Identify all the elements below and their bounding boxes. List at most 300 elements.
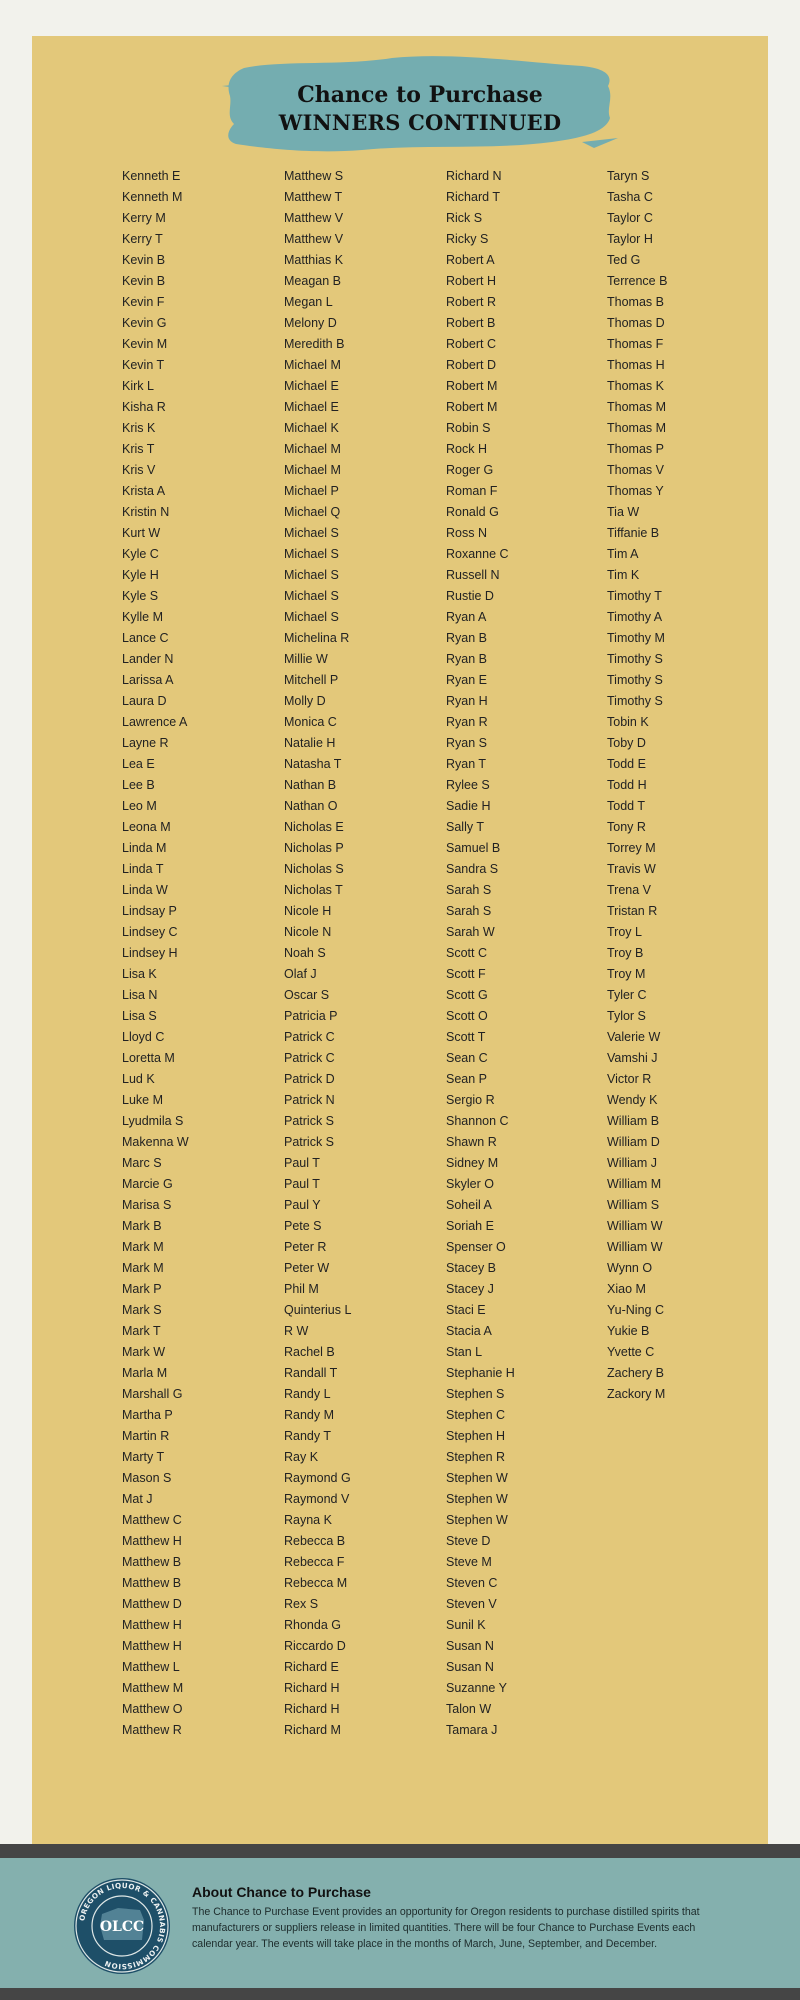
winner-name: Shannon C bbox=[446, 1114, 509, 1128]
winner-name: Nicole H bbox=[284, 904, 332, 918]
winner-name: Mark M bbox=[122, 1261, 164, 1275]
winner-name: Olaf J bbox=[284, 967, 317, 981]
winner-name: Steve M bbox=[446, 1555, 492, 1569]
winner-name: Xiao M bbox=[607, 1282, 646, 1296]
winner-name: Patrick C bbox=[284, 1030, 335, 1044]
winner-name: Lisa N bbox=[122, 988, 158, 1002]
winner-name: Ryan T bbox=[446, 757, 487, 771]
winner-name: Zackory M bbox=[607, 1387, 666, 1401]
winner-name: Tia W bbox=[607, 505, 640, 519]
winner-name: Raymond V bbox=[284, 1492, 350, 1506]
winner-name: Toby D bbox=[607, 736, 646, 750]
winner-name: Mark T bbox=[122, 1324, 161, 1338]
winner-name: Leo M bbox=[122, 799, 157, 813]
winner-name: Melony D bbox=[284, 316, 337, 330]
winner-name: Noah S bbox=[284, 946, 326, 960]
winner-name: Tobin K bbox=[607, 715, 649, 729]
olcc-seal-logo bbox=[72, 1876, 172, 1976]
winner-name: Timothy A bbox=[607, 610, 663, 624]
title-line-2: WINNERS CONTINUED bbox=[278, 110, 562, 135]
winner-name: Makenna W bbox=[122, 1135, 189, 1149]
winner-name: Lisa S bbox=[122, 1009, 157, 1023]
winner-name: Troy B bbox=[607, 946, 644, 960]
winner-name: Taryn S bbox=[607, 169, 650, 183]
winner-name: Stephanie H bbox=[446, 1366, 515, 1380]
winner-name: Laura D bbox=[122, 694, 167, 708]
winner-name: Matthew C bbox=[122, 1513, 182, 1527]
winner-name: Matthew R bbox=[122, 1723, 182, 1737]
winner-name: Valerie W bbox=[607, 1030, 661, 1044]
winner-name: Kylle M bbox=[122, 610, 163, 624]
winner-name: Thomas Y bbox=[607, 484, 664, 498]
winner-name: Stephen W bbox=[446, 1471, 508, 1485]
winner-name: Kris V bbox=[122, 463, 156, 477]
footer bbox=[0, 1858, 800, 1988]
name-column-1 bbox=[122, 166, 282, 1741]
winner-name: Sean C bbox=[446, 1051, 488, 1065]
winner-name: Nicholas E bbox=[284, 820, 344, 834]
winner-name: Megan L bbox=[284, 295, 333, 309]
winner-name: Michelina R bbox=[284, 631, 350, 645]
winner-name: Rock H bbox=[446, 442, 487, 456]
about-title: About Chance to Purchase bbox=[192, 1884, 371, 1900]
winner-name: Robert C bbox=[446, 337, 497, 351]
winner-name: Spenser O bbox=[446, 1240, 506, 1254]
winner-name: Robert R bbox=[446, 295, 497, 309]
winner-name: Layne R bbox=[122, 736, 169, 750]
winner-name: Lyudmila S bbox=[122, 1114, 184, 1128]
winner-name: Natalie H bbox=[284, 736, 336, 750]
winner-name: Thomas V bbox=[607, 463, 664, 477]
winner-name: Richard N bbox=[446, 169, 502, 183]
winner-name: Taylor C bbox=[607, 211, 653, 225]
winner-name: Todd T bbox=[607, 799, 645, 813]
winner-name: Kris T bbox=[122, 442, 155, 456]
winner-name: Matthew H bbox=[122, 1618, 182, 1632]
winner-name: Matthew L bbox=[122, 1660, 180, 1674]
winner-name: William W bbox=[607, 1240, 663, 1254]
winner-name: Matthew M bbox=[122, 1681, 184, 1695]
winner-name: Thomas B bbox=[607, 295, 664, 309]
winner-name: Nicholas S bbox=[284, 862, 344, 876]
winner-name: Millie W bbox=[284, 652, 328, 666]
winner-name: Mat J bbox=[122, 1492, 153, 1506]
winner-name: Tristan R bbox=[607, 904, 658, 918]
winner-name: Sadie H bbox=[446, 799, 491, 813]
winner-name: Lance C bbox=[122, 631, 169, 645]
winner-name: Kevin T bbox=[122, 358, 165, 372]
winner-name: Randy L bbox=[284, 1387, 331, 1401]
winner-name: Mason S bbox=[122, 1471, 172, 1485]
winner-name: Susan N bbox=[446, 1639, 494, 1653]
winner-name: Lee B bbox=[122, 778, 155, 792]
winner-name: Thomas D bbox=[607, 316, 665, 330]
winner-name: Ronald G bbox=[446, 505, 499, 519]
winner-name: Michael S bbox=[284, 547, 339, 561]
winner-name: William M bbox=[607, 1177, 662, 1191]
winner-name: Tylor S bbox=[607, 1009, 646, 1023]
winner-name: Stacia A bbox=[446, 1324, 492, 1338]
winner-name: Patrick S bbox=[284, 1135, 335, 1149]
winner-name: Todd H bbox=[607, 778, 647, 792]
winner-name: Wendy K bbox=[607, 1093, 658, 1107]
winner-name: Thomas M bbox=[607, 400, 667, 414]
winner-name: Robert M bbox=[446, 379, 498, 393]
winner-name: Linda M bbox=[122, 841, 167, 855]
winner-name: Rebecca M bbox=[284, 1576, 348, 1590]
winner-name: Nathan B bbox=[284, 778, 337, 792]
winner-name: Robert A bbox=[446, 253, 495, 267]
winner-name: Marcie G bbox=[122, 1177, 173, 1191]
winner-name: Sunil K bbox=[446, 1618, 486, 1632]
winner-name: Yu-Ning C bbox=[607, 1303, 664, 1317]
winner-name: Scott O bbox=[446, 1009, 488, 1023]
winner-name: Kenneth E bbox=[122, 169, 181, 183]
winner-name: Ryan A bbox=[446, 610, 487, 624]
winner-name: Stephen C bbox=[446, 1408, 506, 1422]
winner-name: Matthew B bbox=[122, 1555, 182, 1569]
winner-name: Molly D bbox=[284, 694, 326, 708]
winner-name: Travis W bbox=[607, 862, 656, 876]
winner-name: Michael S bbox=[284, 589, 339, 603]
winner-name: Kerry M bbox=[122, 211, 166, 225]
winner-name: Lander N bbox=[122, 652, 174, 666]
winner-name: Oscar S bbox=[284, 988, 330, 1002]
winner-name: Martin R bbox=[122, 1429, 170, 1443]
winner-name: Troy M bbox=[607, 967, 646, 981]
winner-name: Kevin B bbox=[122, 253, 166, 267]
winner-name: Kevin F bbox=[122, 295, 165, 309]
winner-name: Marty T bbox=[122, 1450, 165, 1464]
winner-name: Michael Q bbox=[284, 505, 341, 519]
winner-name: Matthew H bbox=[122, 1639, 182, 1653]
winner-name: Kris K bbox=[122, 421, 156, 435]
footer-top-bar bbox=[0, 1844, 800, 1858]
winner-name: Kenneth M bbox=[122, 190, 183, 204]
winner-name: Sarah S bbox=[446, 904, 492, 918]
winner-name: Lindsey C bbox=[122, 925, 178, 939]
about-description: The Chance to Purchase Event provides an opportunity for Oregon residents to purchase distilled spirits that manufacturers or suppliers release in limited quantities. There will be four Chance to Purchase Events each calendar year. The events will take place in the months of March, June, September, and December. bbox=[192, 1906, 700, 1950]
winner-name: Meagan B bbox=[284, 274, 341, 288]
winner-name: Patrick N bbox=[284, 1093, 335, 1107]
winner-name: Rachel B bbox=[284, 1345, 335, 1359]
winner-name: Lindsey H bbox=[122, 946, 178, 960]
winner-name: William J bbox=[607, 1156, 657, 1170]
winner-name: Roxanne C bbox=[446, 547, 509, 561]
winner-name: Raymond G bbox=[284, 1471, 351, 1485]
winner-name: Marla M bbox=[122, 1366, 168, 1380]
winner-name: Matthew D bbox=[122, 1597, 182, 1611]
winner-name: Randall T bbox=[284, 1366, 338, 1380]
winner-name: Patrick D bbox=[284, 1072, 335, 1086]
winner-name: Tyler C bbox=[607, 988, 647, 1002]
winner-name: Matthew S bbox=[284, 169, 344, 183]
winner-name: Torrey M bbox=[607, 841, 656, 855]
winner-name: Paul Y bbox=[284, 1198, 321, 1212]
winner-name: Krista A bbox=[122, 484, 166, 498]
winner-name: Nathan O bbox=[284, 799, 338, 813]
winner-name: Marisa S bbox=[122, 1198, 172, 1212]
winner-name: Trena V bbox=[607, 883, 652, 897]
winner-name: Richard M bbox=[284, 1723, 341, 1737]
winner-name: Loretta M bbox=[122, 1051, 175, 1065]
winner-name: Ryan B bbox=[446, 652, 487, 666]
winner-name: Todd E bbox=[607, 757, 646, 771]
winner-name: Michael P bbox=[284, 484, 339, 498]
winners-panel bbox=[32, 36, 768, 1844]
winner-name: Larissa A bbox=[122, 673, 174, 687]
winner-name: Patricia P bbox=[284, 1009, 338, 1023]
winner-name: Ryan B bbox=[446, 631, 487, 645]
winner-name: Kisha R bbox=[122, 400, 166, 414]
winner-name: Randy M bbox=[284, 1408, 335, 1422]
winner-name: Susan N bbox=[446, 1660, 494, 1674]
winner-name: Michael M bbox=[284, 358, 341, 372]
winner-name: Robert B bbox=[446, 316, 496, 330]
winner-name: Kerry T bbox=[122, 232, 163, 246]
winner-name: Mark B bbox=[122, 1219, 162, 1233]
winner-name: Matthew V bbox=[284, 232, 344, 246]
winner-name: Tiffanie B bbox=[607, 526, 660, 540]
winner-name: Richard H bbox=[284, 1681, 340, 1695]
winner-name: Leona M bbox=[122, 820, 171, 834]
winner-name: Ryan R bbox=[446, 715, 488, 729]
winner-name: Scott F bbox=[446, 967, 486, 981]
winner-name: Pete S bbox=[284, 1219, 322, 1233]
winner-name: Sidney M bbox=[446, 1156, 499, 1170]
winner-name: Rhonda G bbox=[284, 1618, 341, 1632]
title-line-1: Chance to Purchase bbox=[297, 82, 543, 108]
winner-name: Tim K bbox=[607, 568, 640, 582]
winner-name: Rebecca F bbox=[284, 1555, 345, 1569]
winner-name: Thomas M bbox=[607, 421, 667, 435]
winner-name: Marc S bbox=[122, 1156, 162, 1170]
winner-name: Soriah E bbox=[446, 1219, 494, 1233]
winner-name: Tim A bbox=[607, 547, 639, 561]
winner-name: Matthew H bbox=[122, 1534, 182, 1548]
name-column-4 bbox=[607, 166, 767, 1405]
winner-name: Paul T bbox=[284, 1177, 320, 1191]
winner-name: Zachery B bbox=[607, 1366, 664, 1380]
winner-name: Samuel B bbox=[446, 841, 501, 855]
name-column-2 bbox=[284, 166, 444, 1741]
winner-name: Richard E bbox=[284, 1660, 339, 1674]
winner-name: Kevin G bbox=[122, 316, 167, 330]
winner-name: William S bbox=[607, 1198, 660, 1212]
winner-name: Wynn O bbox=[607, 1261, 653, 1275]
winner-name: Ray K bbox=[284, 1450, 319, 1464]
winner-name: Matthew V bbox=[284, 211, 344, 225]
winner-name: Patrick C bbox=[284, 1051, 335, 1065]
winner-name: Rick S bbox=[446, 211, 483, 225]
winner-name: Randy T bbox=[284, 1429, 332, 1443]
winner-name: Talon W bbox=[446, 1702, 492, 1716]
winner-name: Timothy T bbox=[607, 589, 662, 603]
winner-name: Taylor H bbox=[607, 232, 653, 246]
winner-name: R W bbox=[284, 1324, 309, 1338]
winner-name: Stacey J bbox=[446, 1282, 494, 1296]
winner-name: Kristin N bbox=[122, 505, 170, 519]
winner-name: Yukie B bbox=[607, 1324, 650, 1338]
winner-name: Shawn R bbox=[446, 1135, 497, 1149]
winner-name: Ryan H bbox=[446, 694, 488, 708]
winner-name: William D bbox=[607, 1135, 660, 1149]
winner-name: Michael K bbox=[284, 421, 339, 435]
winner-name: Steven V bbox=[446, 1597, 497, 1611]
winner-name: Robert D bbox=[446, 358, 497, 372]
name-column-3 bbox=[446, 166, 606, 1741]
winner-name: Thomas K bbox=[607, 379, 664, 393]
winner-name: Scott G bbox=[446, 988, 488, 1002]
winner-name: Staci E bbox=[446, 1303, 486, 1317]
winner-name: Rebecca B bbox=[284, 1534, 346, 1548]
winner-name: Thomas P bbox=[607, 442, 664, 456]
winner-name: Kyle C bbox=[122, 547, 159, 561]
winner-name: Sandra S bbox=[446, 862, 499, 876]
winner-name: Matthew B bbox=[122, 1576, 182, 1590]
winner-name: Linda W bbox=[122, 883, 168, 897]
winner-name: Kyle S bbox=[122, 589, 159, 603]
winner-name: Robert H bbox=[446, 274, 497, 288]
winner-name: Timothy S bbox=[607, 673, 663, 687]
winner-name: Michael S bbox=[284, 526, 339, 540]
winner-name: Meredith B bbox=[284, 337, 345, 351]
winner-name: Russell N bbox=[446, 568, 500, 582]
winner-name: Nicholas T bbox=[284, 883, 343, 897]
winner-name: Sally T bbox=[446, 820, 484, 834]
winner-name: Roger G bbox=[446, 463, 494, 477]
winner-name: Lisa K bbox=[122, 967, 157, 981]
winner-name: Vamshi J bbox=[607, 1051, 658, 1065]
winner-name: Michael E bbox=[284, 400, 339, 414]
winner-name: Robin S bbox=[446, 421, 491, 435]
winner-name: Ryan E bbox=[446, 673, 487, 687]
winner-name: William W bbox=[607, 1219, 663, 1233]
winner-name: Stephen W bbox=[446, 1513, 508, 1527]
winner-name: Roman F bbox=[446, 484, 498, 498]
winner-name: Skyler O bbox=[446, 1177, 494, 1191]
winner-name: Ted G bbox=[607, 253, 641, 267]
winner-name: Kirk L bbox=[122, 379, 154, 393]
winner-name: Rustie D bbox=[446, 589, 494, 603]
winner-name: Kevin M bbox=[122, 337, 168, 351]
winner-name: Yvette C bbox=[607, 1345, 655, 1359]
winner-name: Suzanne Y bbox=[446, 1681, 507, 1695]
title-banner bbox=[222, 46, 618, 158]
winner-name: Thomas F bbox=[607, 337, 664, 351]
winner-name: Ryan S bbox=[446, 736, 487, 750]
winner-name: Marshall G bbox=[122, 1387, 183, 1401]
winner-name: Steve D bbox=[446, 1534, 491, 1548]
winner-name: Monica C bbox=[284, 715, 337, 729]
winner-name: Kurt W bbox=[122, 526, 161, 540]
winner-name: Rayna K bbox=[284, 1513, 332, 1527]
winner-name: Nicholas P bbox=[284, 841, 344, 855]
winner-name: Matthew T bbox=[284, 190, 343, 204]
winner-name: Timothy S bbox=[607, 652, 663, 666]
winner-name: Patrick S bbox=[284, 1114, 335, 1128]
winner-name: Michael S bbox=[284, 610, 339, 624]
winner-name: Stacey B bbox=[446, 1261, 497, 1275]
svg-text:OLCC: OLCC bbox=[99, 1919, 145, 1935]
winner-name: Sarah S bbox=[446, 883, 492, 897]
winner-name: Tamara J bbox=[446, 1723, 498, 1737]
winner-name: Troy L bbox=[607, 925, 642, 939]
footer-bottom-bar bbox=[0, 1988, 800, 2000]
winner-name: Scott C bbox=[446, 946, 487, 960]
winner-name: Matthew O bbox=[122, 1702, 183, 1716]
winner-name: Nicole N bbox=[284, 925, 332, 939]
winner-name: Stephen H bbox=[446, 1429, 506, 1443]
winner-name: Paul T bbox=[284, 1156, 320, 1170]
winner-name: Timothy S bbox=[607, 694, 663, 708]
winner-name: Martha P bbox=[122, 1408, 173, 1422]
winner-name: Michael M bbox=[284, 463, 341, 477]
winner-name: Lud K bbox=[122, 1072, 155, 1086]
winner-name: Quinterius L bbox=[284, 1303, 352, 1317]
svg-text:OREGON LIQUOR & CANNABIS COMMI: OREGON LIQUOR & CANNABIS COMMISSION bbox=[77, 1880, 168, 1972]
winner-name: Mitchell P bbox=[284, 673, 339, 687]
winner-name: Michael E bbox=[284, 379, 339, 393]
winner-name: Stephen R bbox=[446, 1450, 506, 1464]
winner-name: Linda T bbox=[122, 862, 164, 876]
winner-name: Mark P bbox=[122, 1282, 162, 1296]
winner-name: Stan L bbox=[446, 1345, 483, 1359]
winner-name: Sergio R bbox=[446, 1093, 495, 1107]
winner-name: Peter W bbox=[284, 1261, 330, 1275]
winner-name: Kevin B bbox=[122, 274, 166, 288]
winner-name: Lawrence A bbox=[122, 715, 188, 729]
winner-name: Matthias K bbox=[284, 253, 344, 267]
winner-name: Rylee S bbox=[446, 778, 490, 792]
winner-name: Mark W bbox=[122, 1345, 166, 1359]
winner-name: Stephen S bbox=[446, 1387, 505, 1401]
winner-name: Thomas H bbox=[607, 358, 665, 372]
winner-name: Mark M bbox=[122, 1240, 164, 1254]
winner-name: Terrence B bbox=[607, 274, 668, 288]
winner-name: Phil M bbox=[284, 1282, 319, 1296]
winner-name: Tasha C bbox=[607, 190, 653, 204]
winner-name: Steven C bbox=[446, 1576, 498, 1590]
winner-name: Timothy M bbox=[607, 631, 665, 645]
winner-name: Ricky S bbox=[446, 232, 489, 246]
winner-name: Richard T bbox=[446, 190, 500, 204]
winner-name: Peter R bbox=[284, 1240, 327, 1254]
winner-name: Riccardo D bbox=[284, 1639, 346, 1653]
winner-name: William B bbox=[607, 1114, 660, 1128]
winner-name: Ross N bbox=[446, 526, 487, 540]
winner-name: Natasha T bbox=[284, 757, 342, 771]
winner-name: Luke M bbox=[122, 1093, 163, 1107]
winner-name: Soheil A bbox=[446, 1198, 492, 1212]
winner-name: Sarah W bbox=[446, 925, 495, 939]
winner-name: Sean P bbox=[446, 1072, 488, 1086]
winner-name: Victor R bbox=[607, 1072, 652, 1086]
winner-name: Lloyd C bbox=[122, 1030, 165, 1044]
winner-name: Scott T bbox=[446, 1030, 486, 1044]
winner-name: Michael S bbox=[284, 568, 339, 582]
winner-name: Robert M bbox=[446, 400, 498, 414]
winner-name: Kyle H bbox=[122, 568, 159, 582]
winner-name: Rex S bbox=[284, 1597, 319, 1611]
winner-name: Richard H bbox=[284, 1702, 340, 1716]
winner-name: Stephen W bbox=[446, 1492, 508, 1506]
winner-name: Mark S bbox=[122, 1303, 162, 1317]
winner-name: Michael M bbox=[284, 442, 341, 456]
winner-name: Tony R bbox=[607, 820, 646, 834]
winner-name: Lindsay P bbox=[122, 904, 177, 918]
winner-name: Lea E bbox=[122, 757, 155, 771]
